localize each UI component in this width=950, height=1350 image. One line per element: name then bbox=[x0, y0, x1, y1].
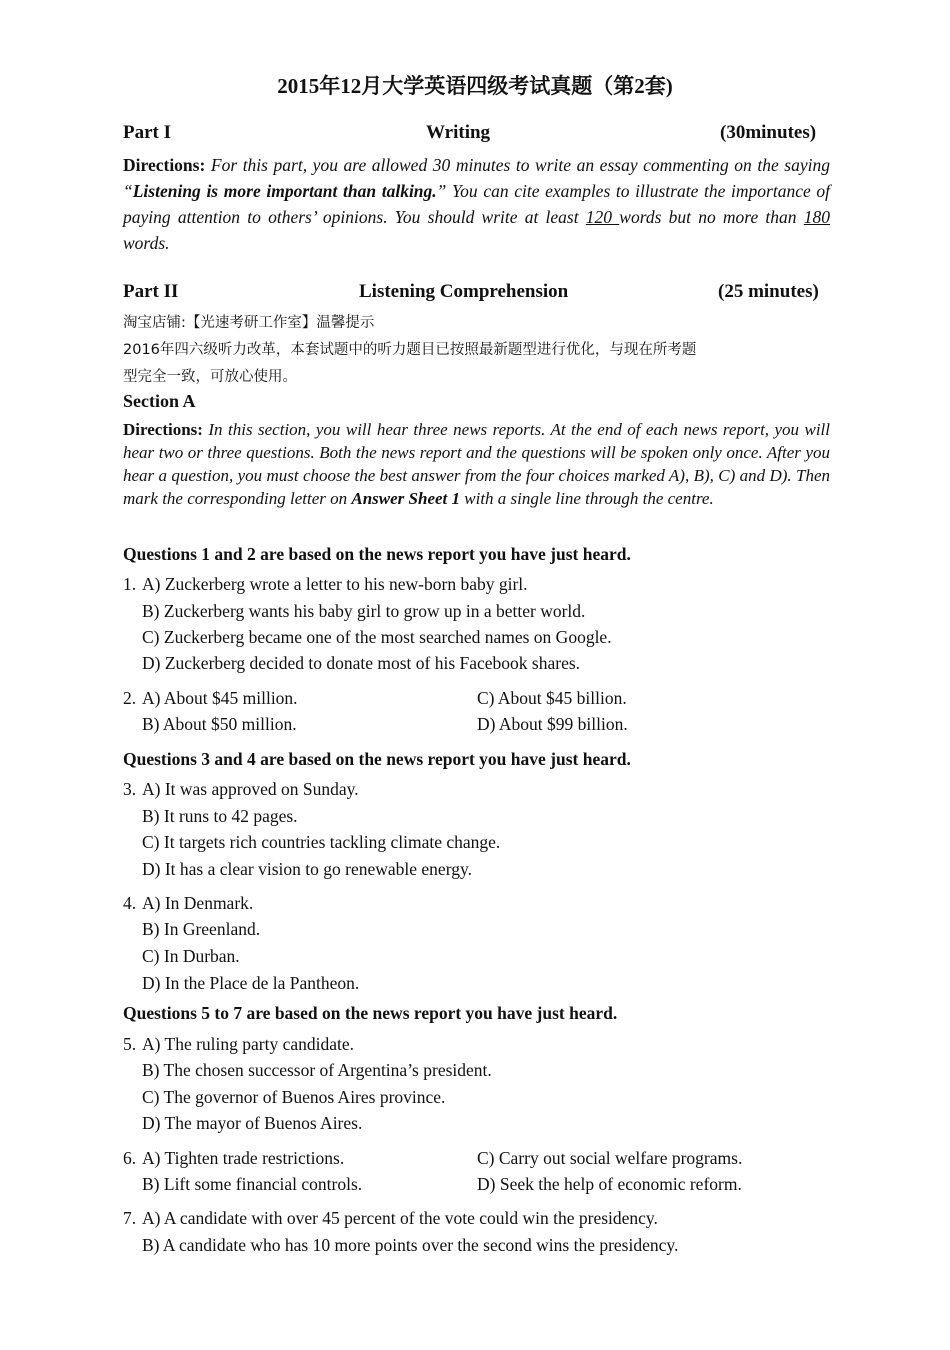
q5-option-a: A) The ruling party candidate. bbox=[142, 1034, 355, 1054]
shop-notice-line1: 淘宝店铺:【光速考研工作室】温馨提示 bbox=[123, 315, 375, 331]
essay-quote: Listening is more important than talking. bbox=[132, 181, 437, 201]
min-words: 120 bbox=[585, 207, 620, 227]
section-a-title: Section A bbox=[123, 391, 196, 411]
q4-option-b: B) In Greenland. bbox=[142, 919, 261, 939]
directions-text-d: words. bbox=[123, 233, 170, 253]
q6-option-c: C) Carry out social welfare programs. bbox=[477, 1148, 743, 1168]
question-group-heading: Questions 5 to 7 are based on the news report you have just heard. bbox=[123, 1003, 618, 1023]
part2-label: Part II bbox=[123, 281, 179, 302]
directions-text-b: ” You can cite examples to illustrate the importance of paying attention to others’ opinions. You should write at least bbox=[123, 181, 830, 227]
q2-option-a: A) About $45 million. bbox=[142, 688, 298, 708]
page-title: 2015年12月大学英语四级考试真题（第2套) bbox=[277, 74, 673, 98]
question-number: 7. bbox=[123, 1208, 137, 1228]
part1-section-title: Writing bbox=[426, 122, 491, 143]
q3-option-c: C) It targets rich countries tackling climate change. bbox=[142, 832, 501, 852]
q3-option-a: A) It was approved on Sunday. bbox=[142, 779, 359, 799]
q6-option-d: D) Seek the help of economic reform. bbox=[477, 1174, 742, 1194]
question-number: 1. bbox=[123, 574, 137, 594]
shop-notice-line2: 2016年四六级听力改革，本套试题中的听力题目已按照最新题型进行优化，与现在所考题 bbox=[123, 342, 697, 358]
question-number: 2. bbox=[123, 688, 137, 708]
q1-option-b: B) Zuckerberg wants his baby girl to grow up in a better world. bbox=[142, 601, 586, 621]
directions-text-c: words but no more than bbox=[619, 207, 804, 227]
question-number: 6. bbox=[123, 1148, 137, 1168]
writing-directions bbox=[123, 152, 830, 256]
section-a-directions-text-b: with a single line through the centre. bbox=[460, 489, 714, 508]
q1-option-a: A) Zuckerberg wrote a letter to his new-born baby girl. bbox=[142, 574, 528, 594]
q4-option-d: D) In the Place de la Pantheon. bbox=[142, 973, 360, 993]
part2-section-title: Listening Comprehension bbox=[359, 281, 569, 302]
directions-text-a: For this part, you are allowed 30 minutes to write an essay commenting on the saying “ bbox=[123, 155, 830, 201]
part1-label: Part I bbox=[123, 122, 172, 143]
q7-option-a: A) A candidate with over 45 percent of the vote could win the presidency. bbox=[142, 1208, 658, 1228]
answer-sheet-label: Answer Sheet 1 bbox=[351, 489, 461, 508]
max-words: 180 bbox=[803, 207, 830, 227]
q5-option-b: B) The chosen successor of Argentina’s president. bbox=[142, 1060, 492, 1080]
question-number: 3. bbox=[123, 779, 137, 799]
shop-notice-line3: 型完全一致，可放心使用。 bbox=[123, 369, 297, 385]
q2-option-d: D) About $99 billion. bbox=[477, 714, 628, 734]
q7-option-b: B) A candidate who has 10 more points over the second wins the presidency. bbox=[142, 1235, 679, 1255]
q3-option-b: B) It runs to 42 pages. bbox=[142, 806, 298, 826]
question-number: 5. bbox=[123, 1034, 137, 1054]
question-number: 4. bbox=[123, 893, 137, 913]
section-a-directions-label: Directions: bbox=[123, 420, 203, 439]
question-group-heading: Questions 1 and 2 are based on the news report you have just heard. bbox=[123, 544, 631, 564]
q1-option-c: C) Zuckerberg became one of the most searched names on Google. bbox=[142, 627, 612, 647]
q3-option-d: D) It has a clear vision to go renewable energy. bbox=[142, 859, 472, 879]
q6-option-b: B) Lift some financial controls. bbox=[142, 1174, 363, 1194]
section-a-directions-text-a: In this section, you will hear three news reports. At the end of each news report, you will hear two or three questions. Both the news report and the questions will be spoken only once. After you hear a question, you must choose the best answer from the four choices marked A), B), C) and D). Then mark the corresponding letter on bbox=[123, 420, 830, 508]
part1-time: (30minutes) bbox=[720, 122, 817, 143]
q1-option-d: D) Zuckerberg decided to donate most of his Facebook shares. bbox=[142, 653, 581, 673]
part2-time: (25 minutes) bbox=[718, 281, 819, 302]
q4-option-a: A) In Denmark. bbox=[142, 893, 254, 913]
q5-option-d: D) The mayor of Buenos Aires. bbox=[142, 1113, 363, 1133]
q2-option-b: B) About $50 million. bbox=[142, 714, 297, 734]
question-group-heading: Questions 3 and 4 are based on the news report you have just heard. bbox=[123, 749, 631, 769]
directions-label: Directions: bbox=[123, 155, 206, 175]
q4-option-c: C) In Durban. bbox=[142, 946, 240, 966]
q2-option-c: C) About $45 billion. bbox=[477, 688, 627, 708]
section-a-directions bbox=[123, 418, 830, 510]
q5-option-c: C) The governor of Buenos Aires province. bbox=[142, 1087, 446, 1107]
q6-option-a: A) Tighten trade restrictions. bbox=[142, 1148, 345, 1168]
